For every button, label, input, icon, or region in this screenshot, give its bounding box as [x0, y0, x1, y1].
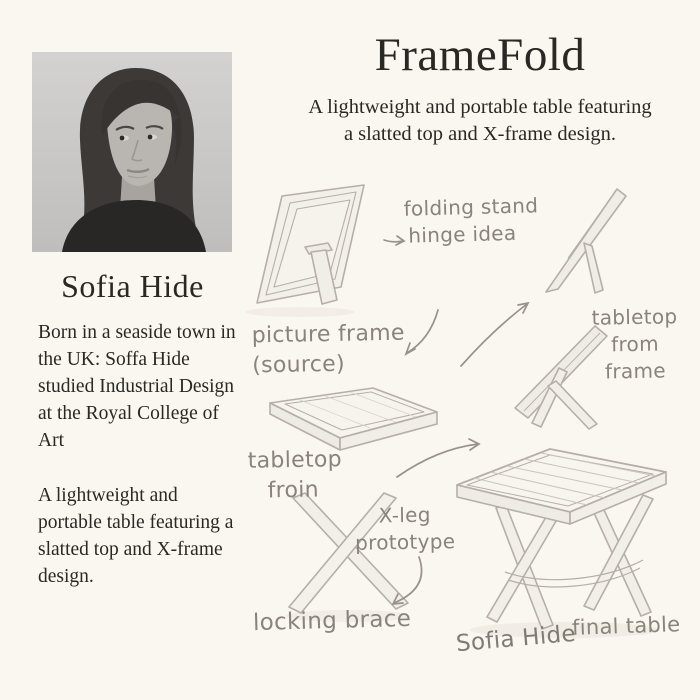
label-folding-stand — [403, 192, 539, 250]
label-hinge-idea: hinge idea — [408, 220, 517, 248]
page-title: FrameFold — [374, 29, 586, 81]
sketch-final-table — [457, 449, 666, 629]
label-tabletop-froin-line1: tabletop — [247, 447, 343, 474]
sketch-tabletop — [270, 388, 437, 450]
label-picture-frame-line2: (source) — [252, 351, 346, 379]
arrow-to-tabletop-from-frame — [461, 303, 528, 366]
sketch-folding-stand — [546, 189, 626, 293]
label-folding-stand-line1: folding stand — [403, 193, 539, 221]
label-tff-line2: from — [610, 331, 660, 357]
label-tabletop-from-frame — [584, 303, 685, 386]
label-final-table: final table — [571, 612, 681, 640]
label-picture-frame-line1: picture frame — [251, 320, 405, 349]
shadow-frame — [245, 307, 355, 317]
label-xleg-line1: X-leg — [378, 502, 431, 528]
subtitle-line-2: a slatted top and X-frame design. — [343, 122, 617, 145]
arrow-tabletop-to-final — [397, 439, 479, 477]
bio-paragraph-1: Born in a seaside town in the UK: Soffa Hide studied Industrial Design at the Royal College of Art — [38, 322, 236, 451]
label-locking-brace: locking brace — [252, 605, 412, 637]
arrow-hinge-idea — [384, 236, 404, 245]
label-tabletop-froin-line2: froin — [267, 477, 320, 504]
designer-name: Sofia Hide — [61, 268, 204, 304]
arrow-to-picture-frame — [406, 310, 438, 354]
bio-paragraph-2: A lightweight and portable table featuring a slatted top and X-frame design. — [38, 485, 234, 587]
label-tabletop-froin — [247, 445, 343, 506]
sketch-picture-frame — [257, 185, 364, 304]
label-tff-line3: frame — [604, 358, 667, 384]
label-tff-line1: tabletop — [591, 304, 678, 330]
designer-signature: Sofia Hide — [455, 620, 577, 658]
subtitle-line-1: A lightweight and portable table featuring — [308, 96, 652, 118]
label-xleg-prototype — [350, 501, 461, 557]
arrow-to-locking-brace — [393, 557, 422, 604]
label-picture-frame — [251, 319, 405, 381]
label-xleg-line2: prototype — [354, 529, 456, 555]
